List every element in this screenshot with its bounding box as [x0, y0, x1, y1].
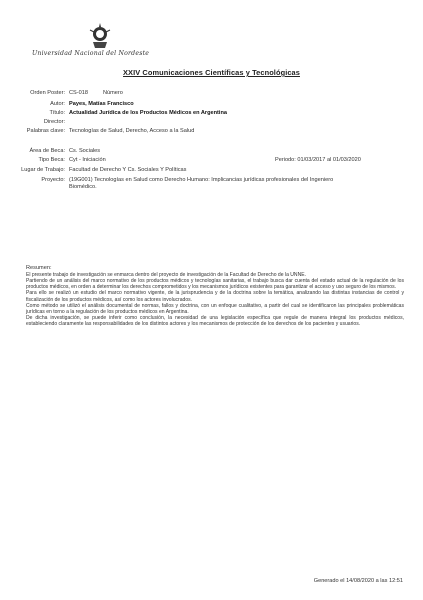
field-value: Payes, Matías Francisco — [69, 101, 134, 107]
field-label: Área de Beca: — [29, 148, 65, 154]
university-logo-icon — [70, 20, 130, 50]
field-label: Tipo Beca: — [38, 157, 65, 163]
field-value: Tecnologías de Salud, Derecho, Acceso a la Salud — [69, 128, 195, 134]
field-label: Proyecto: — [41, 177, 65, 183]
resumen-paragraph: Como método se utilizó el análisis documental de normas, fallos y doctrina, con un enfoque cualitativo, a partir del cual se identificaron las principales problemáticas jurídicas en torno a la regulación de los productos médicos en Argentina. — [26, 302, 404, 315]
field-label: Orden Poster: — [30, 90, 65, 96]
field-label: Título: — [49, 110, 65, 116]
field-label: Director: — [43, 119, 65, 125]
generated-timestamp: Generado el 14/08/2020 a las 12:51 — [313, 578, 403, 584]
periodo-text: Periodo: 01/03/2017 al 01/03/2020 — [275, 157, 361, 163]
field-label: Autor: — [50, 101, 65, 107]
resumen-paragraph: De dicha investigación, se puede inferir como conclusión, la necesidad de una legislación específica que regule de manera integral los productos médicos, estableciendo claramente las responsabilidades de los distintos actores y los mecanismos de protección de los derechos de los pacientes y usuarios. — [26, 315, 404, 328]
field-value: CS-018 — [69, 90, 88, 96]
field-value: Facultad de Derecho Y Cs. Sociales Y Políticas — [69, 167, 187, 173]
resumen-paragraph: El presente trabajo de investigación se enmarca dentro del proyecto de investigación de la Facultad de Derecho de la UNNE. — [26, 272, 306, 278]
field-value: (19G001) Tecnologías en Salud como Derecho Humano: Implicancias jurídicas profesionales del Ingeniero Biomédico. — [69, 177, 334, 190]
page-title: XXIV Comunicaciones Científicas y Tecnológicas — [123, 68, 300, 77]
field-label: Palabras clave: — [26, 128, 65, 134]
field-extra: Número — [103, 90, 123, 96]
resumen-body — [26, 272, 404, 327]
resumen-label: Resumen: — [26, 265, 52, 271]
resumen-paragraph: Partiendo de un análisis del marco normativo de los productos médicos y tecnologías sanitarias, el trabajo busca dar cuenta del estado actual de la regulación de los productos médicos, en orden a determinar los derechos comprometidos y los mecanismos jurídicos existentes para garantizar el acceso y uso seguro de los mismos. — [26, 278, 404, 291]
field-value: Actualidad Jurídica de los Productos Médicos en Argentina — [69, 110, 228, 116]
field-value: Cs. Sociales — [69, 148, 101, 154]
university-script-name: Universidad Nacional del Nordeste — [32, 50, 150, 57]
field-value: Cyt - Iniciación — [69, 157, 106, 163]
field-label: Lugar de Trabajo: — [21, 167, 65, 173]
resumen-paragraph: Para ello se realizó un estudio del marco normativo vigente, de la jurisprudencia y de la doctrina sobre la temática, analizando las distintas instancias de control y fiscalización de los productos médicos, así como los actores involucrados. — [26, 290, 404, 303]
